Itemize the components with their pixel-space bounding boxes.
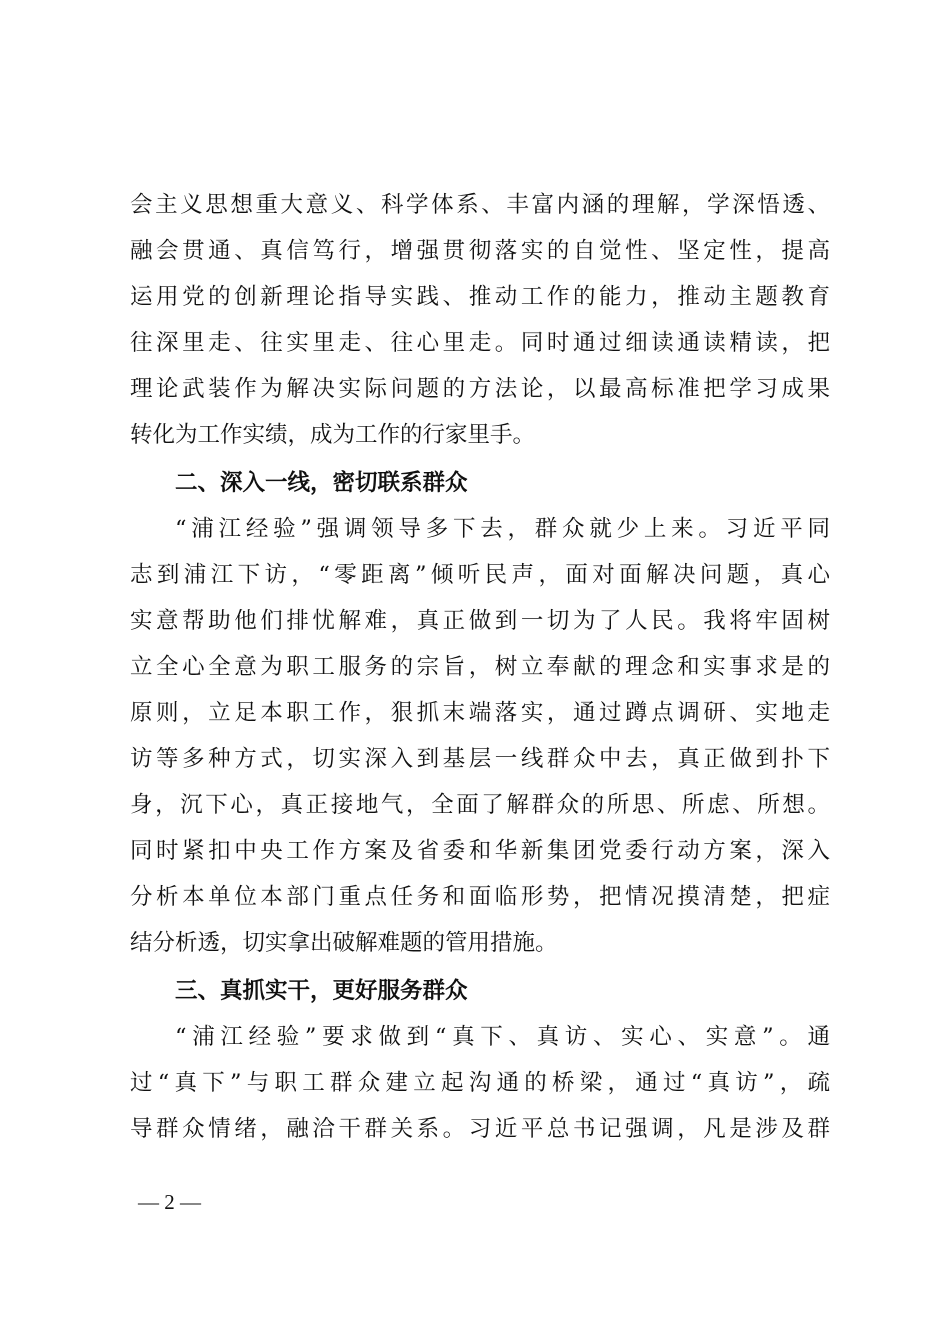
paragraph-1-line-3: 运用党的创新理论指导实践、推动工作的能力，推动主题教育 xyxy=(130,284,830,310)
section-heading-2: 二、深入一线，密切联系群众 xyxy=(175,470,468,496)
section-heading-3: 三、真抓实干，更好服务群众 xyxy=(175,978,468,1004)
paragraph-2-line-8: 同时紧扣中央工作方案及省委和华新集团党委行动方案，深入 xyxy=(130,838,830,864)
paragraph-2-line-10: 结分析透，切实拿出破解难题的管用措施。 xyxy=(130,930,558,956)
paragraph-2-line-5: 原则，立足本职工作，狠抓末端落实，通过蹲点调研、实地走 xyxy=(130,700,830,726)
paragraph-1-line-1: 会主义思想重大意义、科学体系、丰富内涵的理解，学深悟透、 xyxy=(130,192,830,218)
paragraph-2-line-9: 分析本单位本部门重点任务和面临形势，把情况摸清楚，把症 xyxy=(130,884,830,910)
paragraph-3-line-1: “浦江经验”要求做到“真下、真访、实心、实意”。通 xyxy=(175,1024,830,1050)
paragraph-1-line-6: 转化为工作实绩，成为工作的行家里手。 xyxy=(130,422,536,448)
page-number: — 2 — xyxy=(138,1190,201,1214)
paragraph-1-line-4: 往深里走、往实里走、往心里走。同时通过细读通读精读，把 xyxy=(130,330,830,356)
paragraph-2-line-4: 立全心全意为职工服务的宗旨，树立奉献的理念和实事求是的 xyxy=(130,654,830,680)
paragraph-2-line-3: 实意帮助他们排忧解难，真正做到一切为了人民。我将牢固树 xyxy=(130,608,830,634)
paragraph-2-line-6: 访等多种方式，切实深入到基层一线群众中去，真正做到扑下 xyxy=(130,746,830,772)
paragraph-3-line-3: 导群众情绪，融洽干群关系。习近平总书记强调，凡是涉及群 xyxy=(130,1116,830,1142)
paragraph-2-line-7: 身，沉下心，真正接地气，全面了解群众的所思、所虑、所想。 xyxy=(130,792,830,818)
paragraph-1-line-5: 理论武装作为解决实际问题的方法论，以最高标准把学习成果 xyxy=(130,376,830,402)
paragraph-2-line-1: “浦江经验”强调领导多下去，群众就少上来。习近平同 xyxy=(175,516,830,542)
paragraph-2-line-2: 志到浦江下访，“零距离”倾听民声，面对面解决问题，真心 xyxy=(130,562,830,588)
paragraph-3-line-2: 过“真下”与职工群众建立起沟通的桥梁，通过“真访”，疏 xyxy=(130,1070,830,1096)
paragraph-1-line-2: 融会贯通、真信笃行，增强贯彻落实的自觉性、坚定性，提高 xyxy=(130,238,830,264)
